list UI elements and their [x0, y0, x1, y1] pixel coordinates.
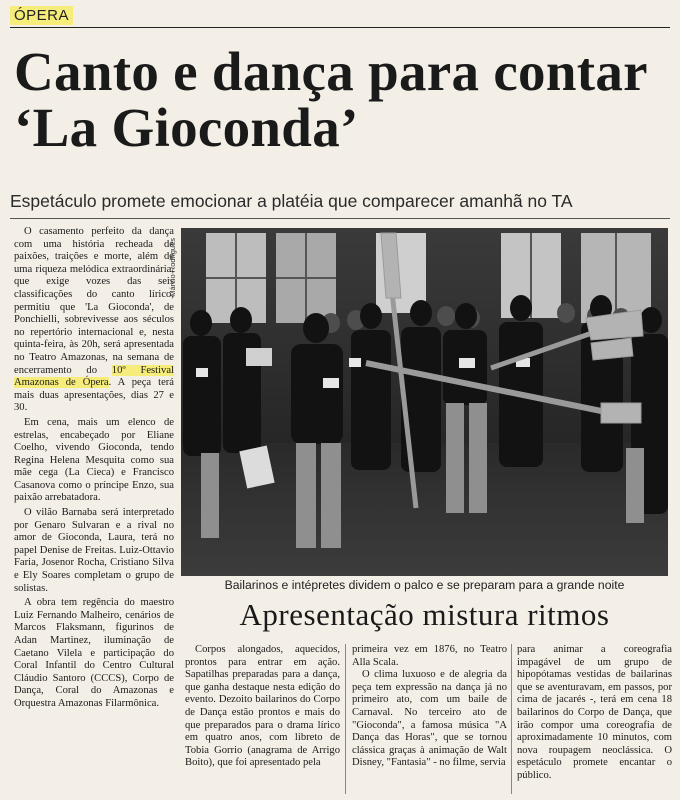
headline: Canto e dança para contar ‘La Gioconda’: [14, 41, 647, 158]
column-2-paragraph-1: primeira vez em 1876, no Teatro Alla Scala.: [352, 644, 507, 668]
section-title: Apresentação mistura ritmos: [239, 597, 610, 632]
subheadline: Espetáculo promete emocionar a platéia que comparecer amanhã no TA: [10, 191, 573, 211]
lead-paragraph-2: Em cena, mais um elenco de estrelas, encabeçado por Eliane Coelho, vivendo Gioconda, tendo Regina Helena Mesquita como sua mãe cega (La Cieca) e Francisco Casanova como o príncipe Enzo, sua paixão arrebatadora.: [14, 416, 174, 504]
column-divider: [511, 644, 512, 794]
festival-highlight: 10º Festival Amazonas de Ópera: [14, 364, 174, 389]
section-label: ÓPERA: [10, 6, 73, 25]
subhead-rule: [10, 218, 670, 219]
top-rule: [10, 27, 670, 28]
photo-credit: Márcio Rodrigues: [168, 238, 177, 297]
column-2-paragraph-2: O clima luxuoso e de alegria da peça tem expressão na dança já no primeiro ato, com um baile de Carnaval. No terceiro ato de "Gioconda", a famosa música "A Dança das Horas", que se tornou clássica graças à animação de Walt Disney, "Fantasia" - no filme, servia: [352, 669, 507, 769]
rehearsal-photo-graphic: [181, 228, 668, 576]
body-column-1: [185, 644, 340, 770]
lead-paragraph-1: O casamento perfeito da dança com uma história recheada de paixões, traições e morte, além de uma riqueza melódica extraordinária, que exige vozes das seis classificações do canto lírico, permitiu que 'La Gioconda', de Ponchielli, sobrevivesse aos séculos no repertório internacional e, nesta quinta-feira, às 20h, será apresentada no Teatro Amazonas, na semana de encerramento do 10º Festival Amazonas de Ópera. A peça terá mais duas apresentações, dias 27 e 30.: [14, 226, 174, 414]
body-column-3: [517, 644, 672, 783]
lead-column: [14, 226, 174, 713]
body-column-2: [352, 644, 507, 770]
column-divider: [345, 644, 346, 794]
column-3-paragraph: para animar a coreografia impagável de um grupo de hipopótamas vestidas de bailarinas que se aventuravam, em passos, por cima de jacarés -, terá em cena 18 bailarinos do Corpo de Dança, que irão compor uma coreografia de aproximadamente 10 minutos, com nova roupagem neoclássica. O espetáculo promete encantar o público.: [517, 644, 672, 781]
lead-paragraph-4: A obra tem regência do maestro Luiz Fernando Malheiro, cenários de Marcos Flaksmann, figurinos de Adan Martinez, iluminação de Caetano Vilela e participação do Coral Infantil do Centro Cultural Cláudio Santoro (CCCS), Corpo de Dança, Coral do Amazonas e Orquestra Amazonas Filarmônica.: [14, 597, 174, 709]
column-1-paragraph: Corpos alongados, aquecidos, prontos para entrar em ação. Sapatilhas preparadas para a dança, que ganha destaque nesta edição do evento. Dezoito bailarinos do Corpo de Dança estão prontos e mais do que preparados para o drama lírico em quatro anos, com libreto de Tobia Gorrio (anagrama de Arrigo Boito), que foi apresentado pela: [185, 644, 340, 769]
lead-paragraph-3: O vilão Barnaba será interpretado por Genaro Sulvaran e a rival no amor de Gioconda, Laura, terá no papel Denise de Freitas. Luiz-Ottavio Faria, Josenor Rocha, Cristiano Silva e Ely Soares completam o grupo de solistas.: [14, 507, 174, 594]
photo-caption: Bailarinos e intépretes dividem o palco e se preparam para a grande noite: [224, 578, 625, 592]
rehearsal-photo: [181, 228, 668, 576]
